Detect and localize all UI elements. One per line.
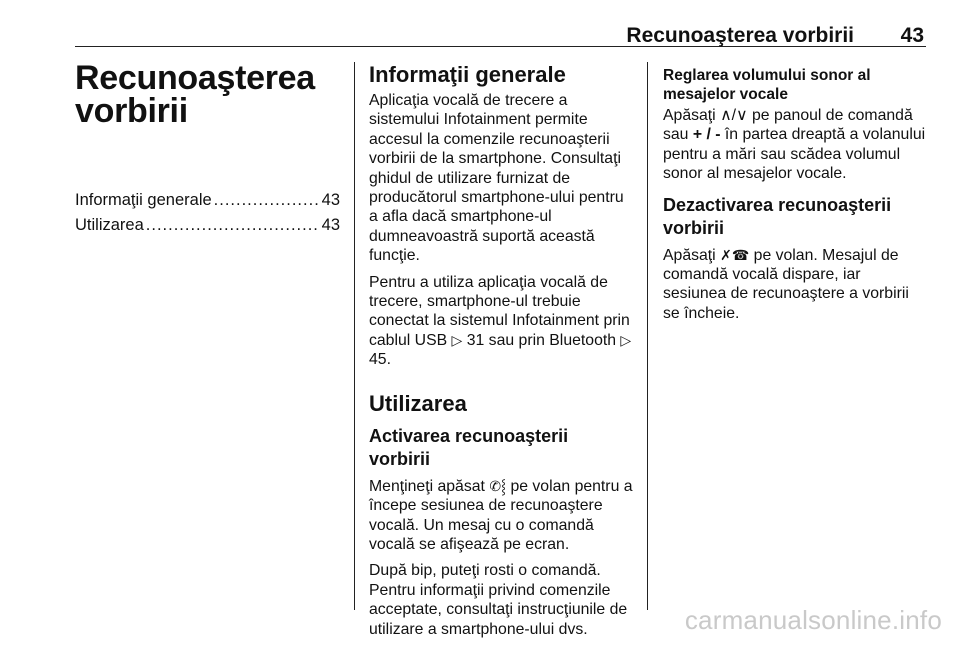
mute-hangup-icon: ✗☎ [720,246,750,263]
paragraph [369,477,633,555]
toc-label: Utilizarea [75,216,144,234]
toc-entry[interactable] [75,213,340,238]
text: pe volan pentru a începe sesiunea de recunoaştere vocală. Un mesaj cu o comandă vocală se afişează pe ecran. [369,477,633,553]
chapter-column [75,59,340,238]
column-divider [354,62,355,610]
page-reference[interactable]: 45 [369,351,387,369]
subsection-heading-activation: Activarea recunoaşterii vorbirii [369,425,569,469]
paragraph: Aplicaţia vocală de trecere a sistemului Infotainment permite accesul la comenzile recunoaşterii vorbirii de la smartphone. Consultaţi ghidul de utilizare furnizat de producătorul smartphone-ului pentru a afla dacă smartphone-ul dumneavoastră suportă această funcţie. [369,92,624,265]
up-down-arrows-icon: ∧/∨ [720,107,748,124]
toc-page: 43 [321,216,340,234]
chapter-title-line2: vorbirii [75,92,188,130]
page-reference-arrow-icon: ▷ [620,331,632,348]
page-header [75,26,926,47]
page-number: 43 [900,24,924,47]
toc-leader-dots [214,188,320,213]
content-column-middle [369,62,633,646]
text: pe volan. Mesajul de comandă vocală dispare, iar sesiunea de recunoaştere a vorbirii se încheie. [663,246,909,322]
text: sau prin Bluetooth [484,331,621,349]
toc-leader-dots [146,213,320,238]
text: în partea dreaptă a volanului pentru a mări sau scădea volumul sonor al mesajelor vocale. [663,126,926,183]
paragraph [369,273,633,370]
page-reference[interactable]: 31 [466,331,485,349]
page-reference-arrow-icon: ▷ [451,331,463,348]
text: pe panoul de comandă sau [663,107,913,144]
voice-phone-icon: ✆⸾ [489,477,507,494]
text: Menţineţi apăsat [369,477,490,495]
watermark: carmanualsonline.info [684,605,942,635]
content-column-right [663,62,928,330]
volume-keys-label: + / - [692,126,721,144]
chapter-title [75,59,340,130]
paragraph: După bip, puteţi rosti o comandă. Pentru informaţii privind comenzile acceptate, consultaţi instrucţiunile de utilizare a smartphone-ului dvs. [369,562,628,638]
toc-page: 43 [321,191,340,209]
toc-label: Informaţii generale [75,191,212,209]
paragraph [663,246,928,324]
text: Apăsaţi [663,107,721,124]
header-title: Recunoaşterea vorbirii [626,24,854,47]
subsection-heading-deactivation: Dezactivarea recunoaşterii vorbirii [663,194,892,238]
toc-entry[interactable] [75,188,340,213]
subsection-heading-volume: Reglarea volumului sonor al mesajelor vocale [663,67,871,103]
text: . [386,351,391,369]
paragraph [663,106,928,184]
text: Pentru a utiliza aplicaţia vocală de trecere, smartphone-ul trebuie conectat la sistemul Infotainment prin cablul USB [369,273,630,349]
text: Apăsaţi [663,246,721,264]
section-heading-usage: Utilizarea [369,390,467,416]
table-of-contents [75,188,340,238]
column-divider [647,62,648,610]
chapter-title-line1: Recunoaşterea [75,59,315,97]
section-heading-general: Informaţii generale [369,62,566,87]
